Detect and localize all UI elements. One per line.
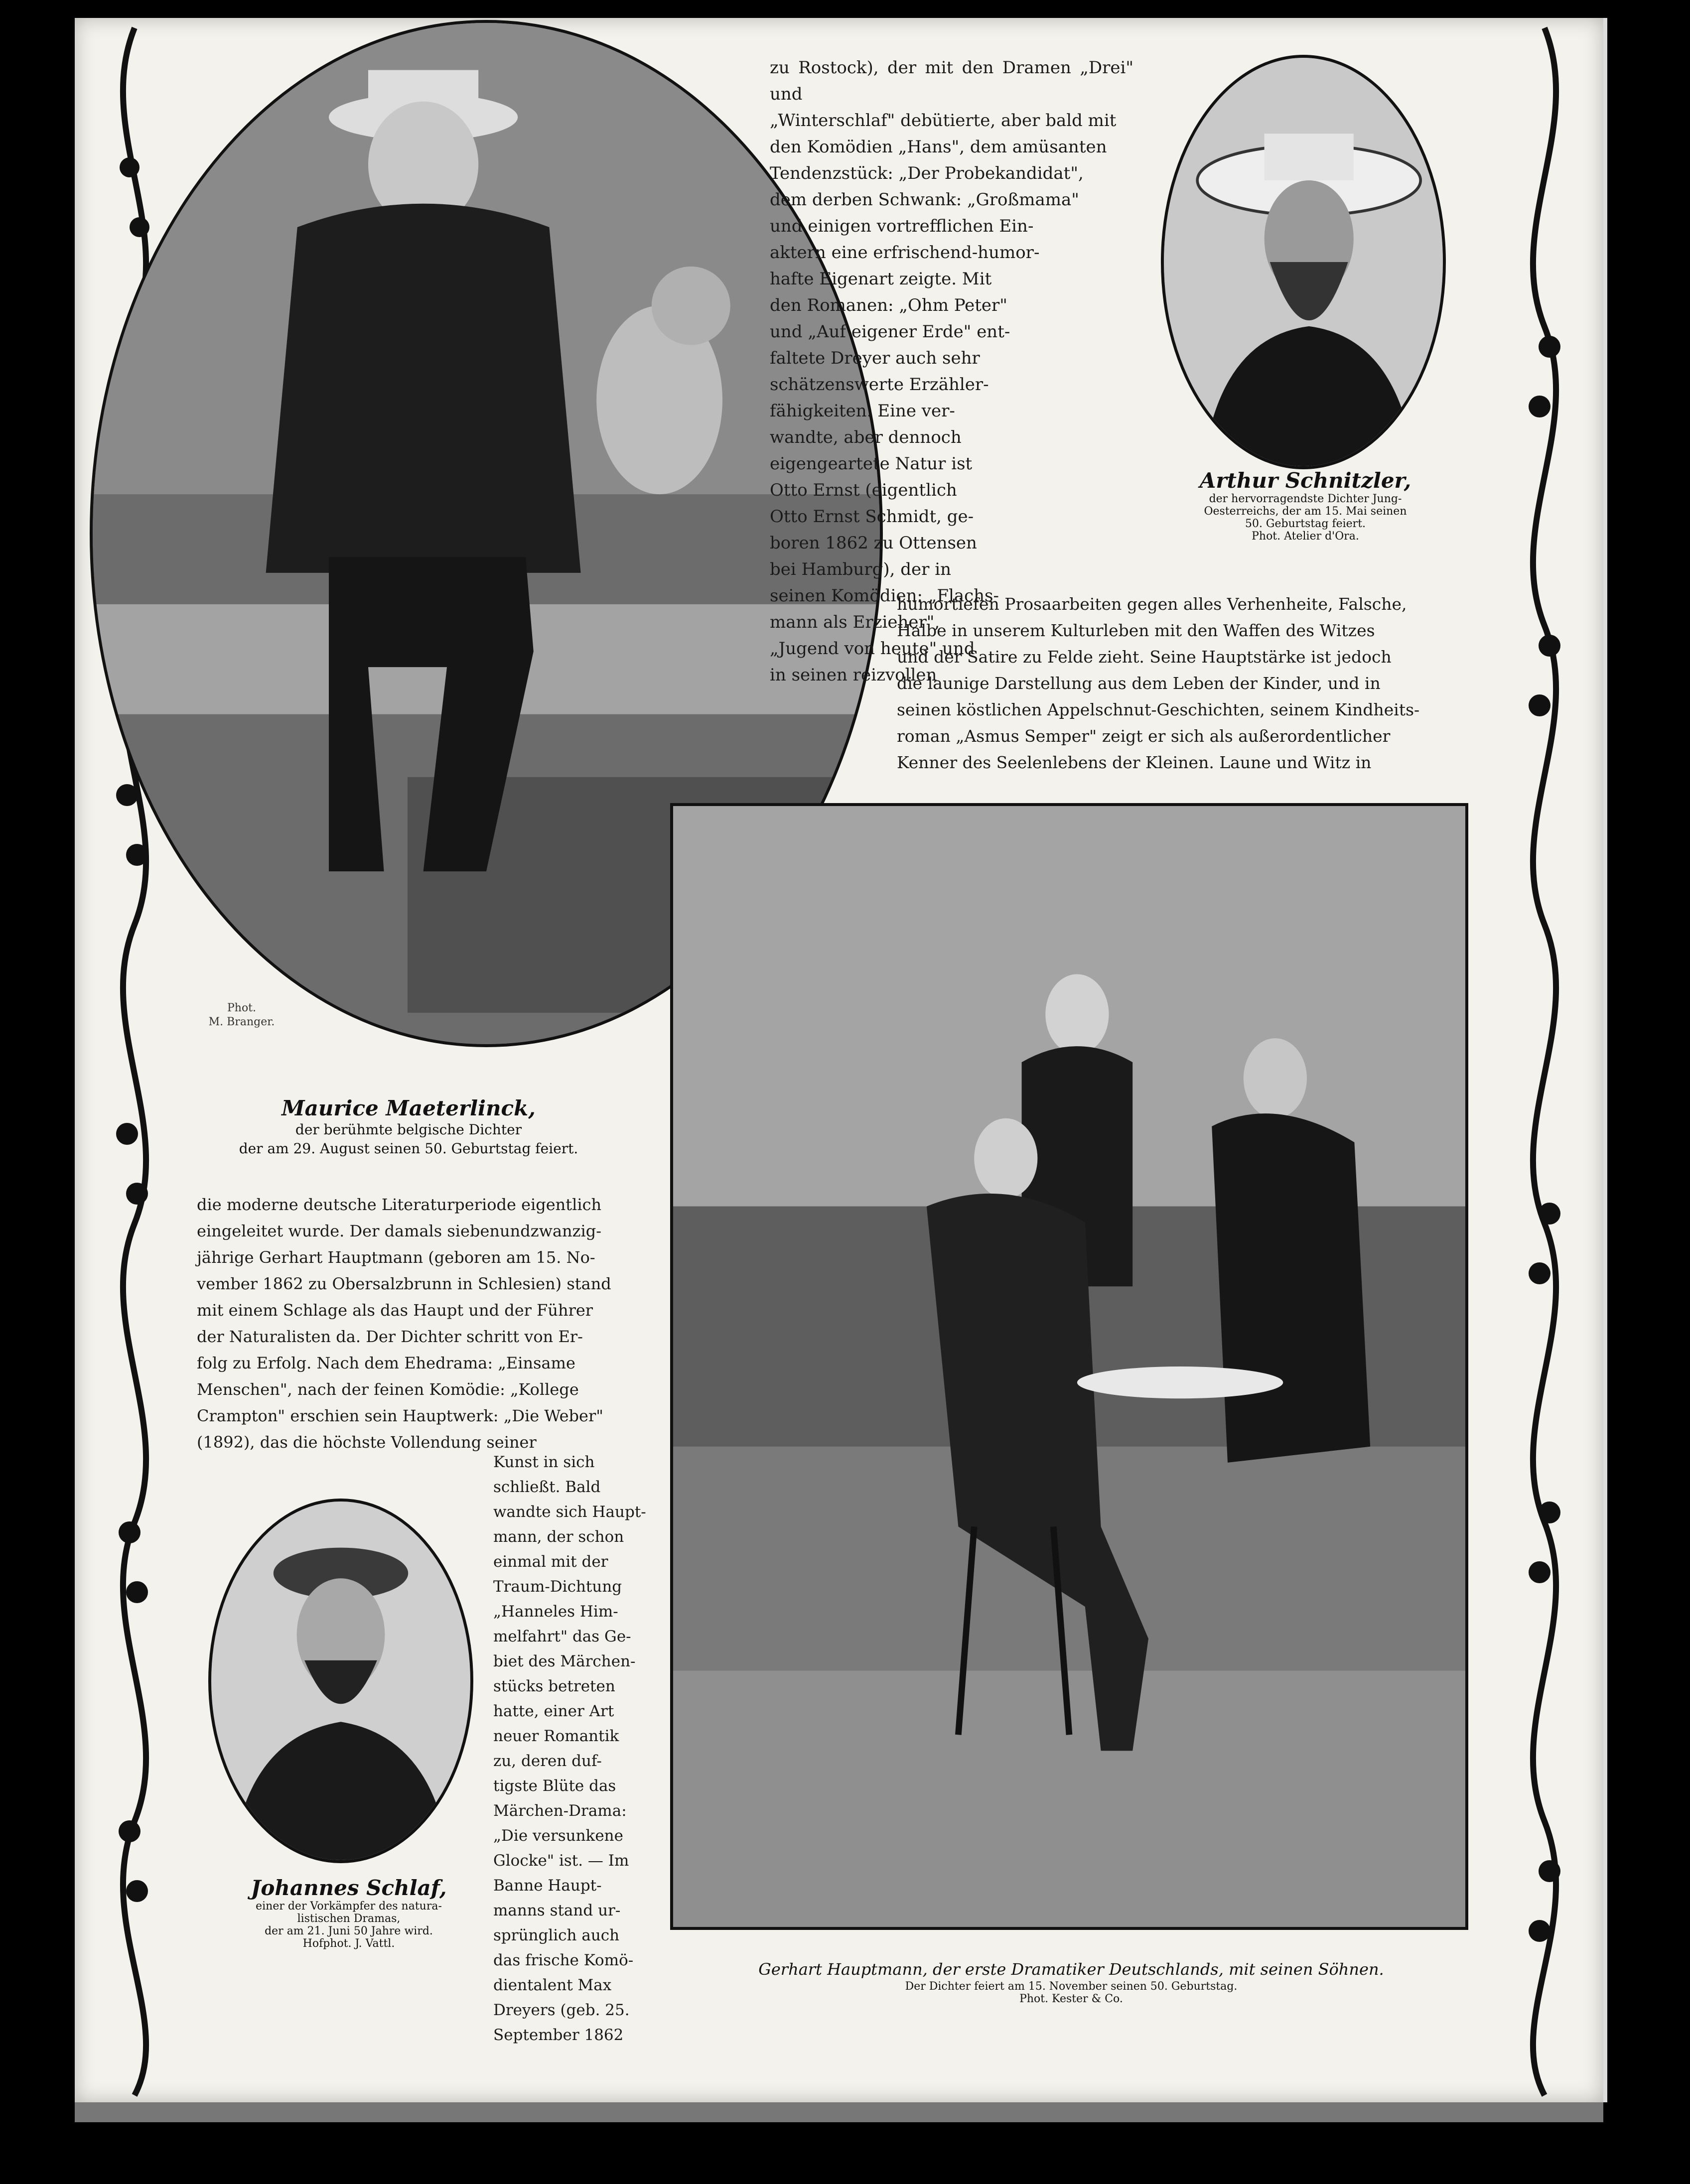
text-line: den Romanen: „Ohm Peter" [770,295,1007,315]
text-line: Otto Ernst Schmidt, ge- [770,507,974,527]
text-line: und der Satire zu Felde zieht. Seine Hauptstärke ist jedoch [897,647,1392,667]
text-line: „Winterschlaf" debütierte, aber bald mit [770,111,1117,131]
text-line: dem derben Schwank: „Großmama" [770,190,1079,210]
text-line: in seinen reizvollen [770,665,937,685]
schnitzler-caption-line2: Oesterreichs, der am 15. Mai seinen [1204,505,1407,518]
text-line: schätzenswerte Erzähler- [770,375,989,395]
maeterlinck-photo-credit [192,1001,291,1029]
text-line: sprünglich auch [493,1926,620,1944]
text-line: Traum-Dichtung [493,1578,622,1596]
text-line: folg zu Erfolg. Nach dem Ehedrama: „Einsame [197,1354,575,1372]
schlaf-portrait-photo [208,1499,473,1863]
text-line: biet des Märchen- [493,1652,636,1670]
credit-phot: Phot. [227,1002,257,1014]
text-line: Otto Ernst (eigentlich [770,480,957,500]
text-line: die launige Darstellung aus dem Leben der Kinder, und in [897,674,1381,693]
floral-border-right [1490,18,1604,2102]
text-line: Märchen-Drama: [493,1802,627,1820]
text-line: hafte Eigenart zeigte. Mit [770,269,992,289]
text-line: Menschen", nach der feinen Komödie: „Kollege [197,1380,579,1399]
schlaf-caption-line3: der am 21. Juni 50 Jahre wird. [265,1925,433,1937]
hauptmann-family-photo [670,803,1468,1930]
text-line: und „Auf eigener Erde" ent- [770,322,1010,342]
text-line: melfahrt" das Ge- [493,1628,631,1645]
text-line: wandte sich Haupt- [493,1503,646,1521]
text-line: boren 1862 zu Ottensen [770,533,977,553]
schnitzler-caption-line1: der hervorragendste Dichter Jung- [1209,493,1402,505]
text-line: Crampton" erschien sein Hauptwerk: „Die Weber" [197,1406,603,1425]
hauptmann-caption-line1: Der Dichter feiert am 15. November seinen 50. Geburtstag. [905,1980,1238,1993]
article-column-narrow [493,1450,658,2048]
text-line: mann als Erzieher", [770,612,940,632]
maeterlinck-name: Maurice Maeterlinck, [282,1096,536,1120]
maeterlinck-caption-line1: der berühmte belgische Dichter [295,1121,522,1138]
text-line: vember 1862 zu Obersalzbrunn in Schlesien) stand [197,1274,611,1293]
text-line: roman „Asmus Semper" zeigt er sich als außerordentlicher [897,726,1391,746]
hauptmann-credit: Phot. Kester & Co. [1019,1993,1123,2006]
text-line: humortiefen Prosaarbeiten gegen alles Verhenheite, Falsche, [897,594,1407,614]
text-line: Tendenzstück: „Der Probekandidat", [770,163,1084,183]
text-line: Glocke" ist. — Im [493,1852,629,1870]
text-line: bei Hamburg), der in [770,559,952,579]
schnitzler-caption-line3: 50. Geburtstag feiert. [1245,518,1366,530]
text-line: zu, deren duf- [493,1752,602,1770]
text-line: seinen köstlichen Appelschnut-Geschichten, seinem Kindheits- [897,700,1420,719]
schlaf-caption [199,1876,498,1950]
text-line: faltete Dreyer auch sehr [770,348,980,368]
schnitzler-portrait-photo [1161,55,1446,469]
text-line: zu Rostock), der mit den Dramen „Drei" und [770,58,1133,104]
schlaf-caption-line1: einer der Vorkämpfer des natura- [256,1900,442,1912]
article-column-left [197,1192,648,1456]
text-line: tigste Blüte das [493,1777,616,1795]
text-line: Kunst in sich [493,1453,595,1471]
hauptmann-caption [698,1959,1445,2005]
text-line: stücks betreten [493,1677,615,1695]
text-line: den Komödien „Hans", dem amüsanten [770,137,1107,157]
text-line: fähigkeiten. Eine ver- [770,401,955,421]
text-line: mit einem Schlage als das Haupt und der Führer [197,1301,593,1320]
scan-edge-strip [75,2102,1603,2122]
text-line: seinen Komödien: „Flachs- [770,586,999,606]
text-line: die moderne deutsche Literaturperiode eigentlich [197,1195,602,1214]
schlaf-name: Johannes Schlaf, [251,1876,447,1900]
schlaf-credit: Hofphot. J. Vattl. [302,1937,395,1950]
article-column-top-wide [897,591,1475,776]
text-line: Banne Haupt- [493,1877,602,1895]
schnitzler-name: Arthur Schnitzler, [1199,468,1411,493]
text-line: der Naturalisten da. Der Dichter schritt von Er- [197,1327,583,1346]
text-line: manns stand ur- [493,1902,621,1919]
text-line: das frische Komö- [493,1951,634,1969]
schlaf-caption-line2: listischen Dramas, [297,1912,401,1925]
text-line: einmal mit der [493,1553,608,1571]
text-line: eigengeartete Natur ist [770,454,973,474]
text-line: wandte, aber dennoch [770,427,962,447]
credit-branger: M. Branger. [208,1015,275,1028]
text-line: Halbe in unserem Kulturleben mit den Waffen des Witzes [897,621,1375,640]
text-line: dientalent Max [493,1976,612,1994]
hauptmann-caption-title: Gerhart Hauptmann, der erste Dramatiker Deutschlands, mit seinen Söhnen. [758,1960,1384,1979]
maeterlinck-caption-line2: der am 29. August seinen 50. Geburtstag feiert. [239,1140,578,1157]
text-line: jährige Gerhart Hauptmann (geboren am 15. No- [197,1248,595,1267]
text-line: schließt. Bald [493,1478,601,1496]
schnitzler-caption [1146,468,1465,543]
text-line: aktern eine erfrischend-humor- [770,243,1040,263]
text-line: (1892), das die höchste Vollendung seiner [197,1433,537,1452]
text-line: neuer Romantik [493,1727,619,1745]
text-line: „Jugend von heute" und [770,639,975,659]
schnitzler-credit: Phot. Atelier d'Ora. [1252,530,1359,543]
text-line: und einigen vortrefflichen Ein- [770,216,1034,236]
text-line: „Hanneles Him- [493,1603,618,1621]
text-line: September 1862 [493,2026,624,2044]
text-line: eingeleitet wurde. Der damals siebenundzwanzig- [197,1222,602,1240]
text-line: mann, der schon [493,1528,624,1546]
text-line: „Die versunkene [493,1827,623,1845]
maeterlinck-caption [159,1096,658,1158]
text-line: hatte, einer Art [493,1702,614,1720]
text-line: Kenner des Seelenlebens der Kleinen. Laune und Witz in [897,753,1372,772]
text-line: Dreyers (geb. 25. [493,2001,630,2019]
